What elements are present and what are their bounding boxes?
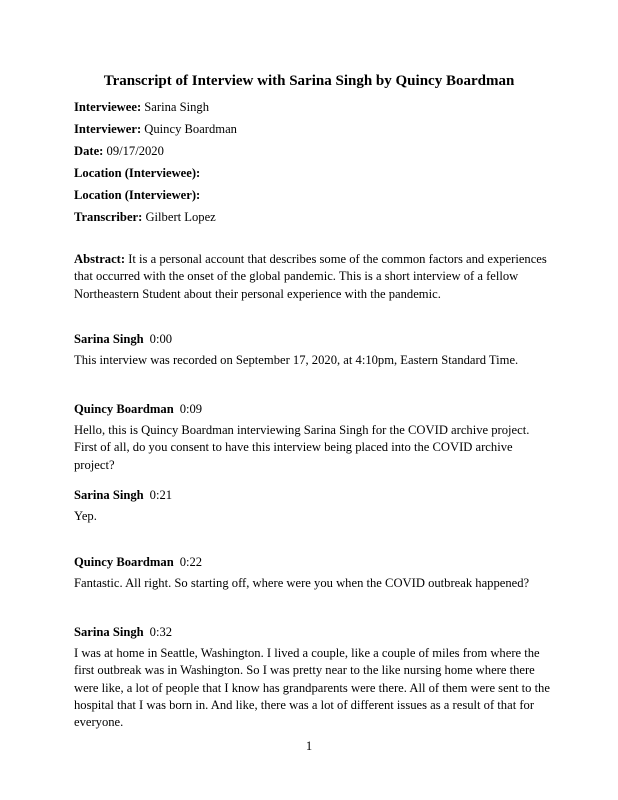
interviewee-label: Interviewee: xyxy=(74,100,142,114)
transcript-paragraph: Hello, this is Quincy Boardman interviewing Sarina Singh for the COVID archive project. First of all, do you consent to have this interview being placed into the COVID archive project? xyxy=(74,423,530,472)
transcriber-field xyxy=(74,210,216,225)
abstract-label: Abstract: xyxy=(74,252,126,266)
speaker-name: Sarina Singh xyxy=(74,488,144,502)
speaker-heading xyxy=(74,332,172,347)
speaker-heading xyxy=(74,625,172,640)
transcript-paragraph: Yep. xyxy=(74,509,97,523)
transcript-paragraph: Fantastic. All right. So starting off, where were you when the COVID outbreak happened? xyxy=(74,576,530,590)
timestamp: 0:00 xyxy=(149,332,173,346)
speaker-name: Sarina Singh xyxy=(74,625,144,639)
speaker-heading xyxy=(74,488,172,503)
transcriber-label: Transcriber: xyxy=(74,210,143,224)
speaker-heading xyxy=(74,402,202,417)
interviewer-label: Interviewer: xyxy=(74,122,142,136)
abstract-text: It is a personal account that describes some of the common factors and experiences that occurred with the onset of the global pandemic. This is a short interview of a fellow Northeastern Student about their personal experience with the pandemic. xyxy=(74,252,547,301)
speaker-name: Quincy Boardman xyxy=(74,402,174,416)
abstract-paragraph xyxy=(74,251,552,303)
page-number: 1 xyxy=(305,739,313,753)
speaker-name: Sarina Singh xyxy=(74,332,144,346)
interviewee-value: Sarina Singh xyxy=(141,100,210,114)
location-interviewee-field xyxy=(74,166,200,181)
transcriber-value: Gilbert Lopez xyxy=(142,210,216,224)
interviewer-field xyxy=(74,122,237,137)
timestamp: 0:09 xyxy=(179,402,203,416)
speaker-heading xyxy=(74,555,202,570)
location-interviewee-label: Location (Interviewee): xyxy=(74,166,201,180)
timestamp: 0:32 xyxy=(149,625,173,639)
location-interviewer-label: Location (Interviewer): xyxy=(74,188,201,202)
date-label: Date: xyxy=(74,144,104,158)
speaker-name: Quincy Boardman xyxy=(74,555,174,569)
document-title: Transcript of Interview with Sarina Singh by Quincy Boardman xyxy=(103,73,515,89)
timestamp: 0:21 xyxy=(149,488,173,502)
date-value: 09/17/2020 xyxy=(103,144,164,158)
transcript-paragraph: This interview was recorded on September 17, 2020, at 4:10pm, Eastern Standard Time. xyxy=(74,353,519,367)
location-interviewer-field xyxy=(74,188,200,203)
date-field xyxy=(74,144,164,159)
interviewee-field xyxy=(74,100,209,115)
transcript-paragraph: I was at home in Seattle, Washington. I lived a couple, like a couple of miles from where the first outbreak was in Washington. So I was pretty near to the like nursing home where there were like, a lot of people that I know has grandparents were there. All of them were sent to the hospital that I was born in. And like, there was a lot of different issues as a result of that for everyone. xyxy=(74,646,550,730)
timestamp: 0:22 xyxy=(179,555,203,569)
interviewer-value: Quincy Boardman xyxy=(141,122,237,136)
